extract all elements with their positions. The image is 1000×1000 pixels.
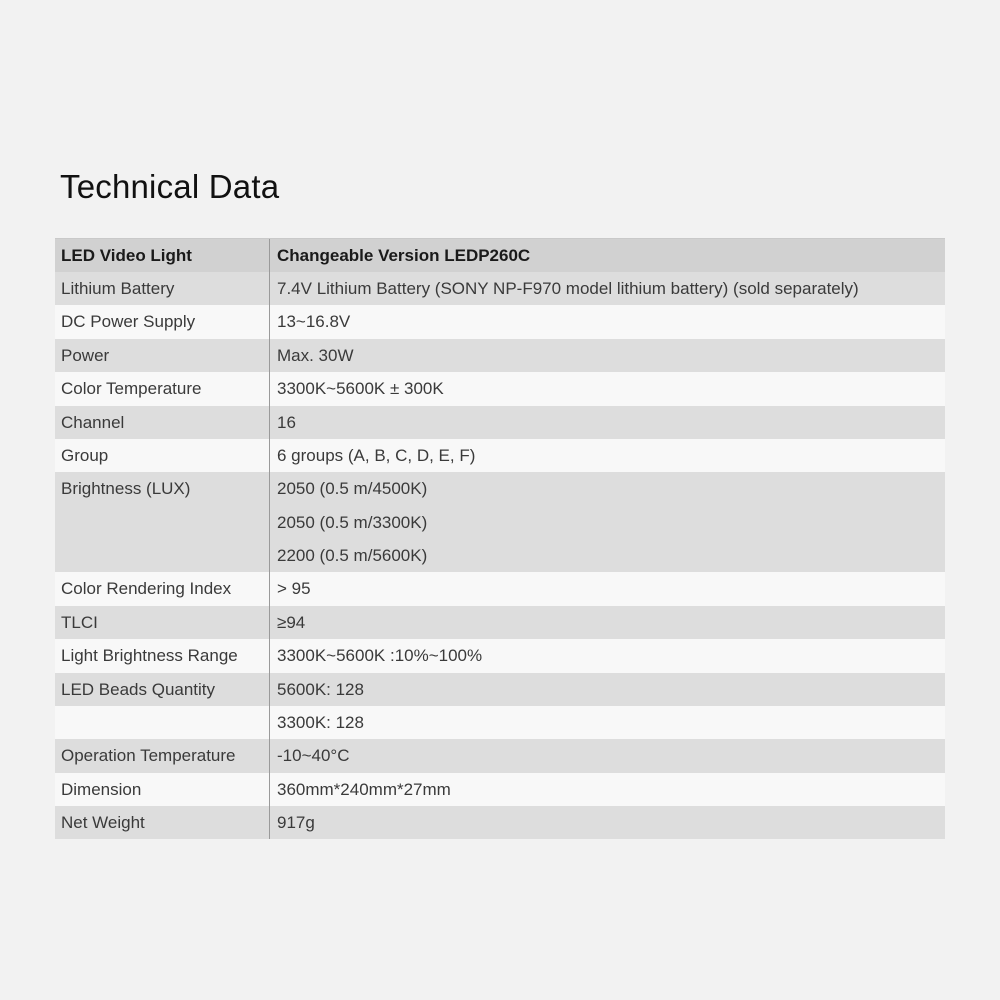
row-value-line: 2200 (0.5 m/5600K) xyxy=(277,546,428,566)
row-value: ≥94 xyxy=(277,612,306,632)
row-label: Operation Temperature xyxy=(55,739,270,772)
row-value: Max. 30W xyxy=(277,345,354,365)
table-row xyxy=(55,572,945,605)
row-value: 3300K~5600K ± 300K xyxy=(277,379,444,399)
table-row xyxy=(55,305,945,338)
row-label: Color Rendering Index xyxy=(55,572,270,605)
header-label: LED Video Light xyxy=(55,239,270,272)
row-label: Channel xyxy=(55,406,270,439)
row-label: TLCI xyxy=(55,606,270,639)
page-title: Technical Data xyxy=(60,168,280,205)
table-row xyxy=(55,472,945,572)
table-row xyxy=(55,806,945,839)
table-row xyxy=(55,639,945,672)
table-row xyxy=(55,372,945,405)
row-label: Power xyxy=(55,339,270,372)
row-value: > 95 xyxy=(277,579,311,599)
table-row xyxy=(55,406,945,439)
row-value: 13~16.8V xyxy=(277,312,351,332)
row-value-line: 2050 (0.5 m/4500K) xyxy=(277,479,428,499)
row-value: 3300K~5600K :10%~100% xyxy=(277,646,483,666)
table-row xyxy=(55,739,945,772)
table-row xyxy=(55,439,945,472)
row-value: -10~40°C xyxy=(277,746,350,766)
row-label: Dimension xyxy=(55,773,270,806)
row-value: 360mm*240mm*27mm xyxy=(277,779,451,799)
row-label: Light Brightness Range xyxy=(55,639,270,672)
row-value: 917g xyxy=(277,813,315,833)
row-label: Color Temperature xyxy=(55,372,270,405)
row-label: Net Weight xyxy=(55,806,270,839)
table-row xyxy=(55,673,945,706)
row-label: Group xyxy=(55,439,270,472)
row-value: 6 groups (A, B, C, D, E, F) xyxy=(277,445,476,465)
row-label: LED Beads Quantity xyxy=(55,673,270,706)
row-value: 3300K: 128 xyxy=(277,712,364,732)
technical-data-table xyxy=(55,238,945,839)
table-header-row xyxy=(55,239,945,272)
table-row xyxy=(55,272,945,305)
table-row xyxy=(55,773,945,806)
table-row xyxy=(55,706,945,739)
table-row xyxy=(55,606,945,639)
row-value: 16 xyxy=(277,412,296,432)
table-row xyxy=(55,339,945,372)
row-label: Brightness (LUX) xyxy=(55,472,270,572)
row-label: Lithium Battery xyxy=(55,272,270,305)
row-value-multiline xyxy=(270,472,945,572)
row-label: DC Power Supply xyxy=(55,305,270,338)
row-value: 7.4V Lithium Battery (SONY NP-F970 model lithium battery) (sold separately) xyxy=(277,279,859,298)
header-value: Changeable Version LEDP260C xyxy=(277,246,531,265)
row-value: 5600K: 128 xyxy=(277,679,364,699)
row-value-line: 2050 (0.5 m/3300K) xyxy=(277,512,428,532)
row-label xyxy=(55,706,270,739)
